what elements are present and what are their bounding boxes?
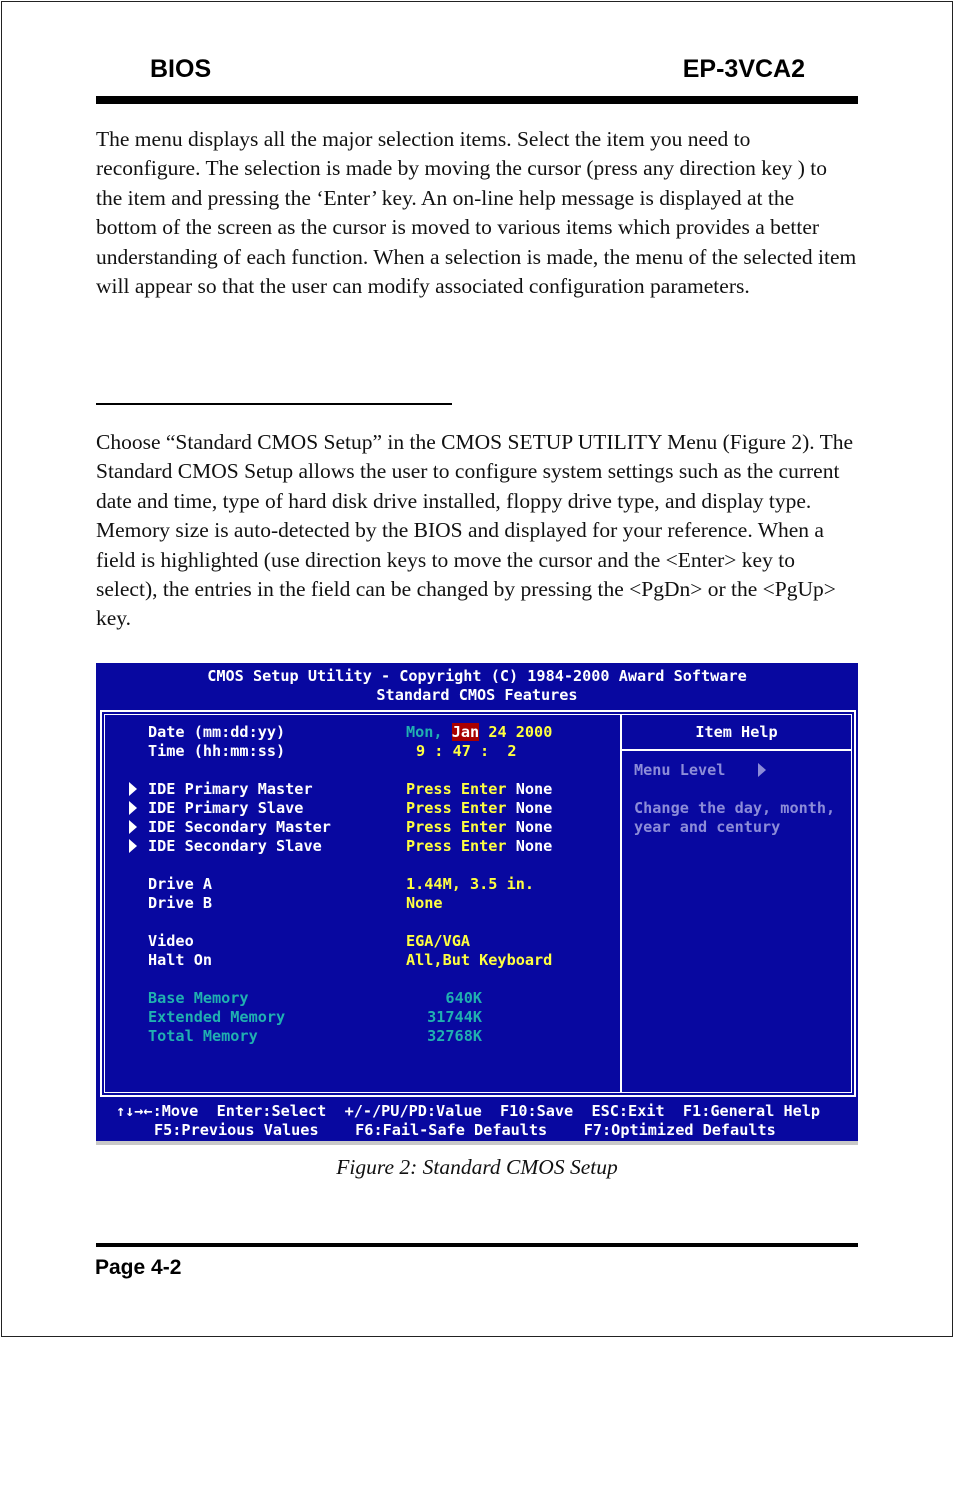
screen-shadow xyxy=(96,1141,858,1145)
ide-primary-slave-value[interactable]: Press Enter None xyxy=(406,799,553,817)
ide-primary-master-value[interactable]: Press Enter None xyxy=(406,780,553,798)
date-day-year: 24 2000 xyxy=(488,723,553,741)
drive-b-value[interactable]: None xyxy=(406,894,443,912)
ide-secondary-slave-label[interactable]: IDE Secondary Slave xyxy=(148,837,322,855)
time-label: Time (hh:mm:ss) xyxy=(148,742,286,760)
drive-b-label: Drive B xyxy=(148,894,213,912)
footer-rule xyxy=(96,1243,858,1247)
item-help-title: Item Help xyxy=(695,723,778,741)
submenu-arrow-icon xyxy=(129,820,137,834)
extended-memory-value: 31744K xyxy=(427,1008,482,1026)
drive-a-value[interactable]: 1.44M, 3.5 in. xyxy=(406,875,535,893)
header-left: BIOS xyxy=(150,55,212,83)
ide-secondary-slave-value[interactable]: Press Enter None xyxy=(406,837,553,855)
video-label: Video xyxy=(148,932,194,950)
extended-memory-label: Extended Memory xyxy=(148,1008,286,1026)
figure-caption: Figure 2: Standard CMOS Setup xyxy=(336,1155,618,1179)
time-value[interactable]: 9 : 47 : 2 xyxy=(416,742,517,760)
submenu-arrow-icon xyxy=(129,839,137,853)
section-paragraph: Choose “Standard CMOS Setup” in the CMOS SETUP UTILITY Menu (Figure 2). The Standard CMOS Setup allows the user to configure system settings such as the current date and time, type of hard disk drive installed, floppy drive type, and display type. Memory size is auto-detected by the BIOS and displayed for your reference. When a field is highlighted (use direction keys to move the cursor and the <Enter> key to select), the entries in the field can be changed by pressing the <PgDn> or the <PgUp> key. xyxy=(96,430,854,631)
section-rule xyxy=(96,403,452,405)
submenu-arrow-icon xyxy=(129,782,137,796)
ide-secondary-master-label[interactable]: IDE Secondary Master xyxy=(148,818,331,836)
bios-screen xyxy=(96,663,858,1141)
halt-on-label: Halt On xyxy=(148,951,213,969)
key-help-line1: ↑↓→←:Move Enter:Select +/-/PU/PD:Value F10:Save ESC:Exit F1:General Help xyxy=(116,1102,821,1120)
menu-level-label: Menu Level xyxy=(634,761,726,779)
header-right: EP-3VCA2 xyxy=(682,55,805,83)
help-text-line1: Change the day, month, xyxy=(634,799,836,817)
ide-primary-slave-label[interactable]: IDE Primary Slave xyxy=(148,799,304,817)
date-day: Mon, xyxy=(406,723,443,741)
bios-title: CMOS Setup Utility - Copyright (C) 1984-2000 Award Software xyxy=(207,667,747,685)
intro-paragraph: The menu displays all the major selection items. Select the item you need to reconfigure. The selection is made by moving the cursor (press any direction key ) to the item and pressing the ‘Enter’ key. An on-line help message is displayed at the bottom of the screen as the cursor is moved to various items which provides a better understanding of each function. When a selection is made, the menu of the selected item will appear so that the user can modify associated configuration parameters. xyxy=(96,127,857,299)
total-memory-label: Total Memory xyxy=(148,1027,258,1045)
base-memory-value: 640K xyxy=(445,989,482,1007)
base-memory-label: Base Memory xyxy=(148,989,249,1007)
bios-subtitle: Standard CMOS Features xyxy=(376,686,578,704)
bios-frame xyxy=(100,710,856,1097)
ide-secondary-master-value[interactable]: Press Enter None xyxy=(406,818,553,836)
page-number: Page 4-2 xyxy=(95,1256,182,1279)
date-label: Date (mm:dd:yy) xyxy=(148,723,286,741)
key-help-line2: F5:Previous Values F6:Fail-Safe Defaults F7:Optimized Defaults xyxy=(154,1121,776,1139)
total-memory-value: 32768K xyxy=(427,1027,482,1045)
video-value[interactable]: EGA/VGA xyxy=(406,932,471,950)
date-value[interactable] xyxy=(406,723,552,742)
drive-a-label: Drive A xyxy=(148,875,213,893)
menu-level-arrow-icon xyxy=(758,763,766,777)
ide-primary-master-label[interactable]: IDE Primary Master xyxy=(148,780,313,798)
submenu-arrow-icon xyxy=(129,801,137,815)
date-month-selected[interactable]: Jan xyxy=(451,723,480,741)
help-text-line2: year and century xyxy=(634,818,781,836)
halt-on-value[interactable]: All,But Keyboard xyxy=(406,951,553,969)
header-rule xyxy=(96,96,858,104)
